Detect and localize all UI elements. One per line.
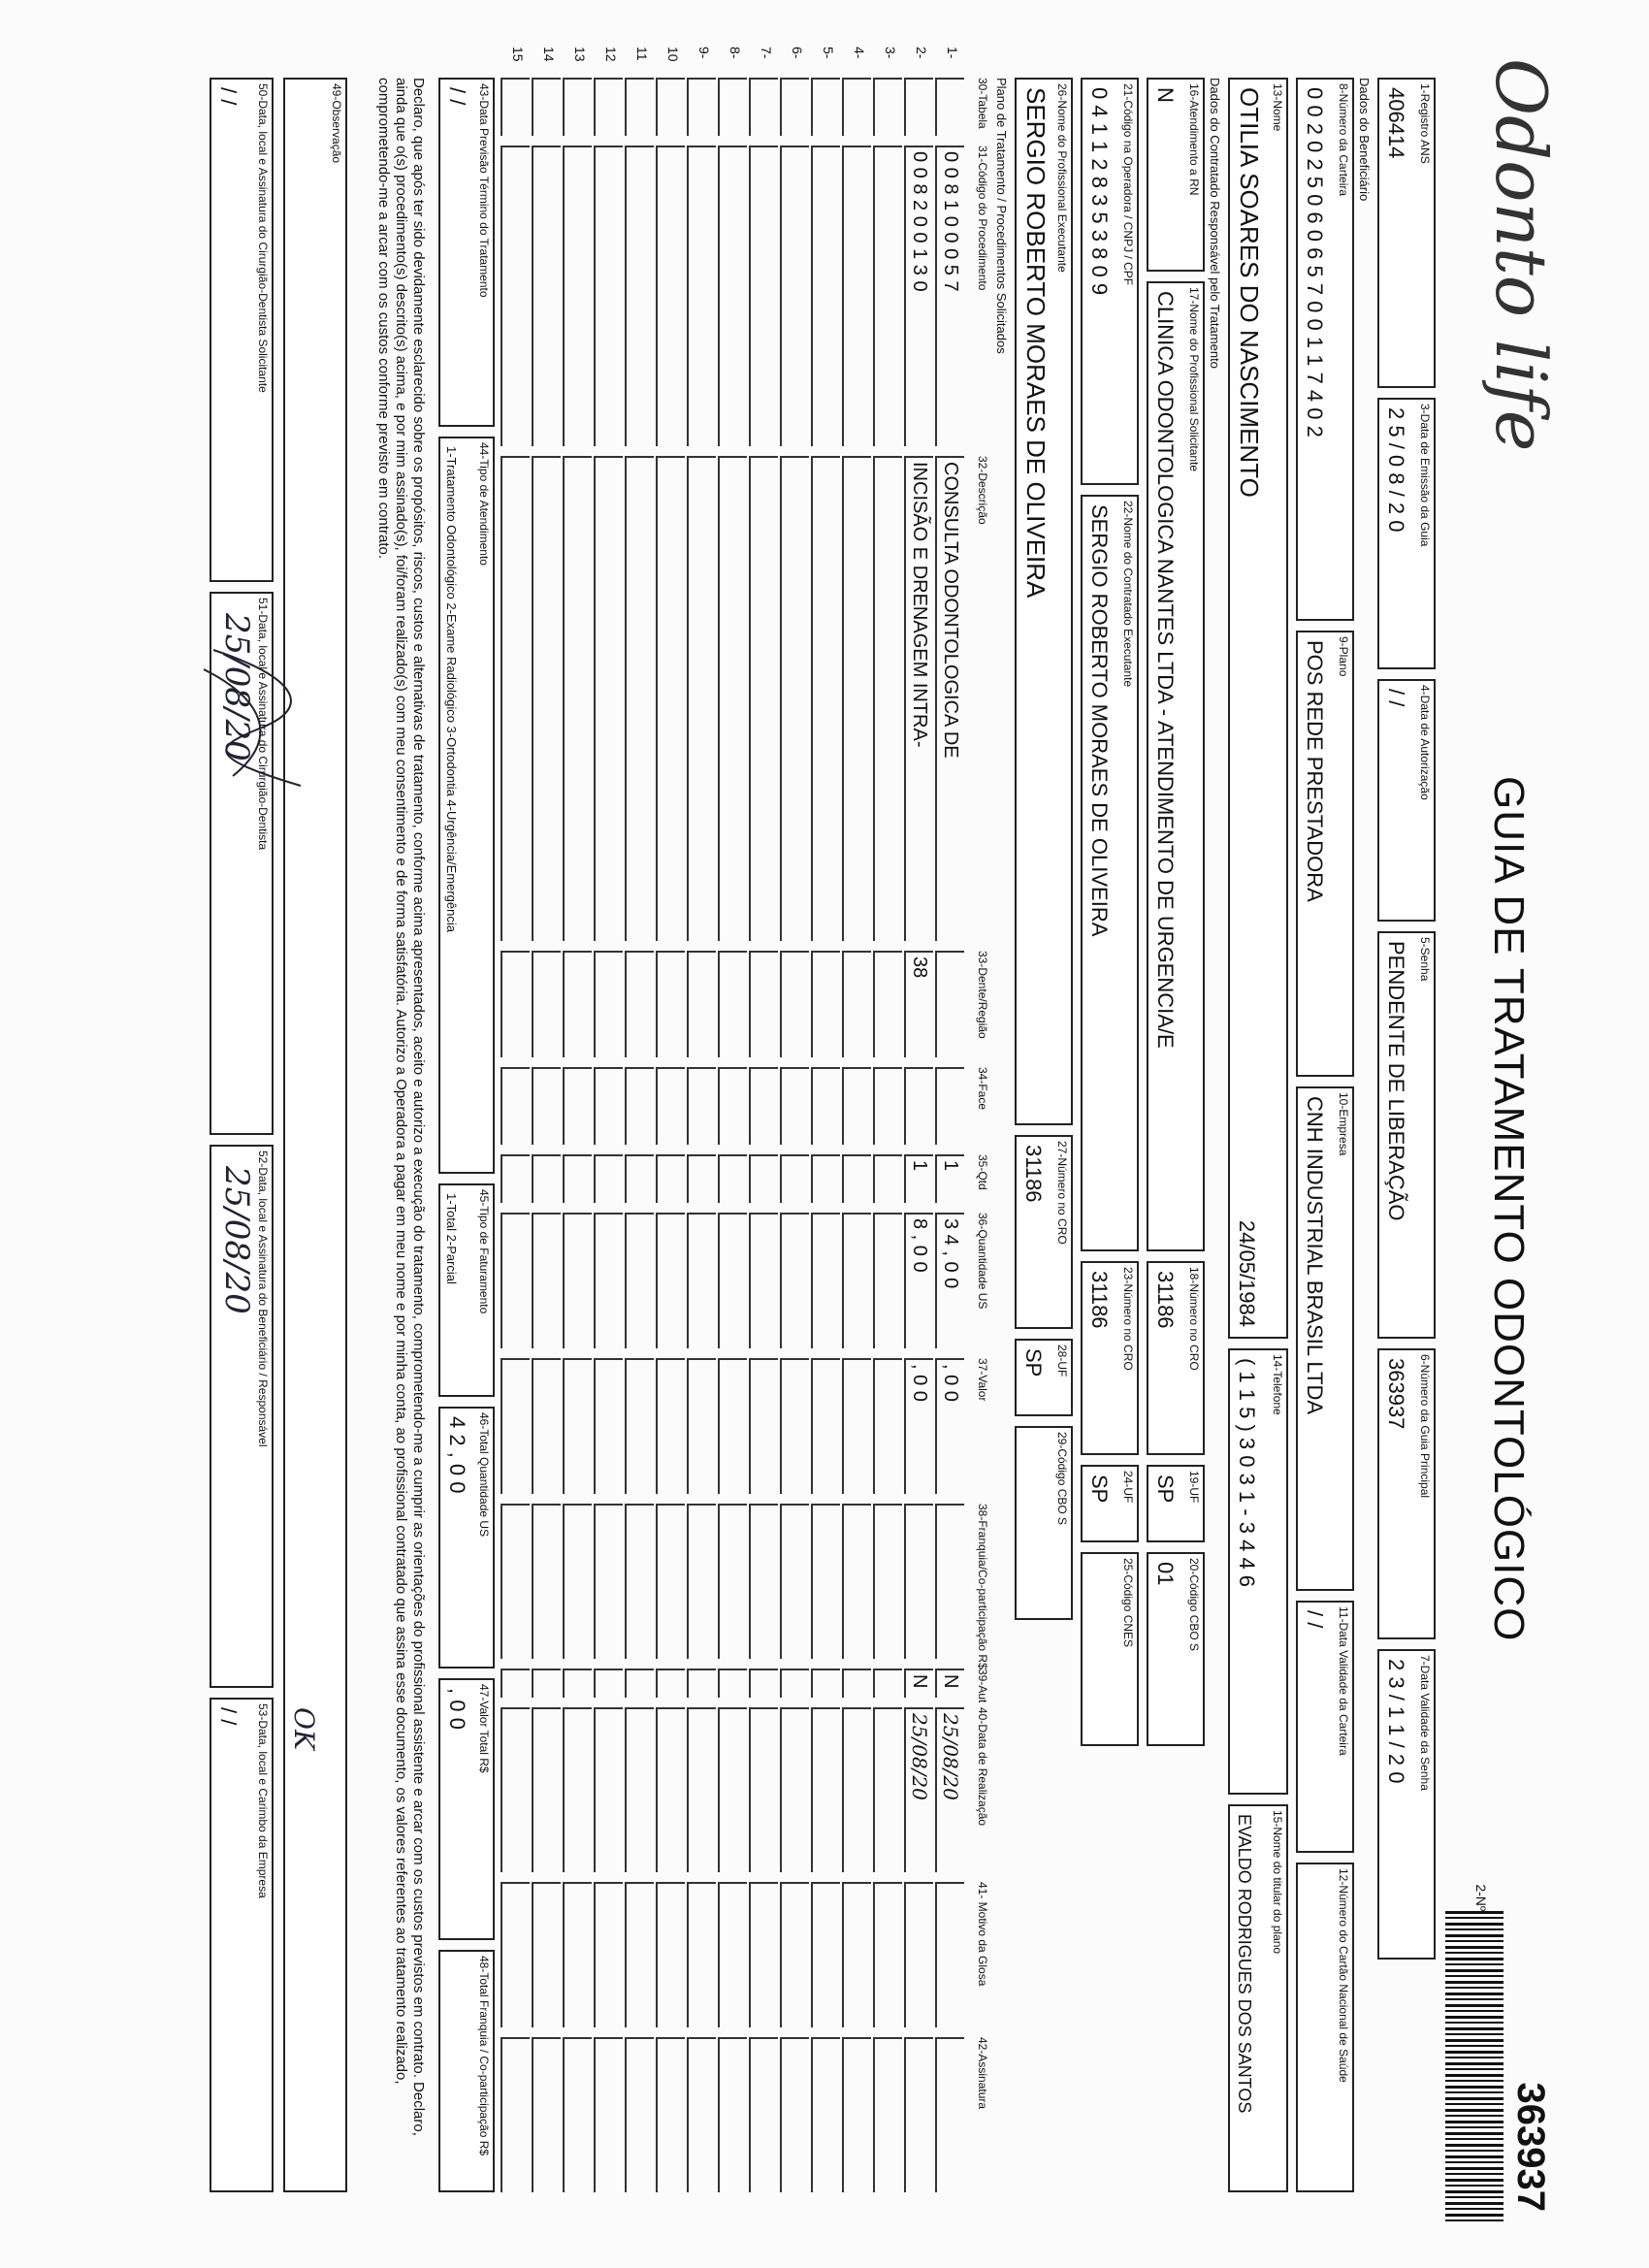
procedure-cell-descricao[interactable]	[873, 456, 902, 941]
procedure-cell-aut[interactable]	[501, 1669, 530, 1698]
procedure-cell-data[interactable]	[749, 1707, 778, 1872]
procedure-cell-franquia[interactable]	[811, 1504, 840, 1659]
procedure-cell-codigo[interactable]	[594, 146, 623, 446]
procedure-cell-qtd[interactable]	[811, 1154, 840, 1203]
procedure-cell-valor[interactable]	[780, 1358, 809, 1494]
empresa-field[interactable]: 10-Empresa CNH INDUSTRIAL BRASIL LTDA	[1296, 1086, 1354, 1591]
procedure-cell-valor[interactable]	[625, 1358, 654, 1494]
procedure-cell-descricao[interactable]	[749, 456, 778, 941]
valor-total-field[interactable]: 47-Valor Total R$ , 0 0	[438, 1678, 495, 1940]
signature-beneficiario[interactable]: 52-Data, local e Assinatura do Beneficiário / Responsável 25/08/20	[210, 1145, 274, 1688]
procedure-cell-franquia[interactable]	[842, 1504, 871, 1659]
procedure-column-header: 35-Qtd	[976, 1154, 989, 1190]
procedure-cell-glosa[interactable]	[780, 1882, 809, 2027]
procedure-cell-valor[interactable]	[501, 1358, 530, 1494]
procedure-cell-us[interactable]	[625, 1213, 654, 1348]
senha-field[interactable]: 5-Senha PENDENTE DE LIBERAÇÃO	[1377, 931, 1436, 1339]
procedure-cell-tabela[interactable]	[749, 78, 778, 136]
procedure-cell-qtd[interactable]	[501, 1154, 530, 1203]
procedure-cell-valor[interactable]	[718, 1358, 747, 1494]
procedures-header-row	[970, 39, 989, 2231]
procedure-cell-tabela[interactable]	[594, 78, 623, 136]
procedure-cell-data[interactable]	[873, 1707, 902, 1872]
procedure-cell-assinatura[interactable]	[811, 2037, 840, 2192]
procedure-column-header: 42-Assinatura	[976, 2037, 989, 2110]
procedure-cell-face[interactable]	[656, 1067, 685, 1145]
titular-field[interactable]: 15-Nome do titular do plano EVALDO RODRIGUES DOS SANTOS	[1228, 1804, 1288, 2192]
procedure-cell-franquia[interactable]	[625, 1504, 654, 1659]
procedure-cell-face[interactable]	[718, 1067, 747, 1145]
procedure-cell-qtd[interactable]	[563, 1154, 592, 1203]
procedure-cell-tabela[interactable]	[780, 78, 809, 136]
procedure-cell-glosa[interactable]	[563, 1882, 592, 2027]
procedure-column-header: 37-Valor	[976, 1358, 989, 1402]
procedure-cell-us[interactable]	[501, 1213, 530, 1348]
procedure-cell-codigo[interactable]	[780, 146, 809, 446]
uf-prof-field[interactable]: 28-UF SP	[1015, 1339, 1073, 1416]
procedure-cell-aut[interactable]: N	[904, 1669, 933, 1698]
procedure-cell-aut[interactable]	[749, 1669, 778, 1698]
procedure-cell-data[interactable]	[501, 1707, 530, 1872]
procedure-cell-us[interactable]	[594, 1213, 623, 1348]
procedure-cell-face[interactable]	[532, 1067, 561, 1145]
procedure-cell-face[interactable]	[501, 1067, 530, 1145]
procedure-cell-assinatura[interactable]	[718, 2037, 747, 2192]
procedure-cell-data[interactable]	[625, 1707, 654, 1872]
cro-prof-field[interactable]: 27-Número no CRO 31186	[1015, 1135, 1073, 1329]
procedure-cell-descricao[interactable]	[780, 456, 809, 941]
treatment-guide-form	[155, 39, 1571, 2231]
tipo-faturamento-field[interactable]: 45-Tipo de Faturamento 1-Total 2-Parcial	[438, 1183, 495, 1397]
telefone-field[interactable]: 14-Telefone ( 1 1 5 ) 3 0 3 1 - 3 4 4 6	[1228, 1348, 1288, 1795]
procedure-cell-dente[interactable]	[594, 951, 623, 1057]
procedure-cell-qtd[interactable]: 1	[935, 1154, 964, 1203]
procedure-cell-tabela[interactable]	[718, 78, 747, 136]
procedure-cell-tabela[interactable]	[687, 78, 716, 136]
procedure-cell-dente[interactable]	[718, 951, 747, 1057]
procedure-cell-us[interactable]	[718, 1213, 747, 1348]
procedure-cell-aut[interactable]	[563, 1669, 592, 1698]
procedure-cell-aut[interactable]	[780, 1669, 809, 1698]
procedure-cell-qtd[interactable]	[594, 1154, 623, 1203]
procedure-cell-glosa[interactable]	[687, 1882, 716, 2027]
procedure-cell-qtd[interactable]	[873, 1154, 902, 1203]
guia-principal-field[interactable]: 6-Número da Guia Principal 363937	[1377, 1348, 1436, 1639]
procedure-cell-assinatura[interactable]	[563, 2037, 592, 2192]
procedure-cell-valor[interactable]	[687, 1358, 716, 1494]
procedure-cell-assinatura[interactable]	[873, 2037, 902, 2192]
procedure-cell-aut[interactable]	[718, 1669, 747, 1698]
uf-executante-field[interactable]: 24-UF SP	[1081, 1465, 1139, 1542]
nome-field[interactable]: 13-Nome OTILIA SOARES DO NASCIMENTO 24/05/1984	[1228, 78, 1288, 1339]
plano-field[interactable]: 9-Plano POS REDE PRESTADORA	[1296, 631, 1354, 1077]
procedure-cell-dente[interactable]: 38	[904, 951, 933, 1057]
procedure-cell-valor[interactable]	[656, 1358, 685, 1494]
procedure-cell-us[interactable]	[532, 1213, 561, 1348]
procedure-cell-descricao[interactable]	[687, 456, 716, 941]
procedure-cell-valor[interactable]	[563, 1358, 592, 1494]
procedure-cell-dente[interactable]	[935, 951, 964, 1057]
declaration-text: Declaro, que após ter sido devidamente esclarecido sobre os propósitos, riscos, custos e alternativas de tratamento, conforme acima apresentados, aceito e autorizo a execução do tratamento, comprometendo-me a cumprir as orientações do profissional assistente e arcar com os custos previstos em contrato. Declaro, ainda que o(s) procedimento(s) descrito(s) acima, e por mim assinado(s), foi/foram realizado(s) com meu consentimento e de forma satisfatória. Autorizo a Operadora a pagar em meu nome e por minha conta, ao profissional contratado que assina esse documento, os valores referentes ao tratamento realizado, comprometendo-me a arcar com os custos conforme previsto em contrato.	[375, 78, 427, 2136]
procedure-cell-codigo[interactable]	[501, 146, 530, 446]
cartao-nacional-field[interactable]: 12-Número do Cartão Nacional de Saúde	[1296, 1863, 1354, 2192]
procedure-cell-qtd[interactable]	[718, 1154, 747, 1203]
profissional-executante-field[interactable]: 26-Nome do Profissional Executante SERGIO ROBERTO MORAES DE OLIVEIRA	[1015, 78, 1073, 1125]
procedure-cell-qtd[interactable]	[842, 1154, 871, 1203]
data-autorizacao-field[interactable]: 4-Data de Autorização / /	[1377, 679, 1436, 922]
procedure-cell-assinatura[interactable]	[780, 2037, 809, 2192]
procedure-cell-us[interactable]	[780, 1213, 809, 1348]
procedure-cell-codigo[interactable]	[563, 146, 592, 446]
procedure-cell-dente[interactable]	[687, 951, 716, 1057]
procedure-cell-us[interactable]	[563, 1213, 592, 1348]
procedure-cell-valor[interactable]	[594, 1358, 623, 1494]
procedure-cell-tabela[interactable]	[625, 78, 654, 136]
procedure-column-header: 31-Código do Procedimento	[976, 146, 989, 291]
procedure-cell-franquia[interactable]	[935, 1504, 964, 1659]
procedure-row-number: 7-	[759, 47, 774, 59]
procedure-cell-tabela[interactable]	[873, 78, 902, 136]
procedure-cell-us[interactable]: 3 4 , 0 0	[935, 1213, 964, 1348]
procedure-cell-qtd[interactable]	[656, 1154, 685, 1203]
procedure-cell-tabela[interactable]	[563, 78, 592, 136]
cnpj-field[interactable]: 21-Código na Operadora / CNPJ / CPF 0 4 1 1 2 8 3 5 3 8 0 9	[1081, 78, 1139, 485]
procedure-cell-assinatura[interactable]	[625, 2037, 654, 2192]
procedure-cell-qtd[interactable]	[749, 1154, 778, 1203]
procedure-row-number: 14	[541, 47, 557, 62]
procedure-cell-valor[interactable]: , 0 0	[935, 1358, 964, 1494]
procedure-cell-data[interactable]	[563, 1707, 592, 1872]
procedure-cell-dente[interactable]	[780, 951, 809, 1057]
procedure-cell-assinatura[interactable]	[935, 2037, 964, 2192]
procedure-cell-aut[interactable]	[687, 1669, 716, 1698]
procedure-cell-data[interactable]	[780, 1707, 809, 1872]
signature-cirurgiao[interactable]: 51-Data, local e Assinatura do Cirurgião-Dentista 25/08/20	[210, 592, 274, 1135]
procedure-column-header: 30-Tabela	[976, 78, 989, 129]
total-franquia-field[interactable]: 48-Total Franquia / Co-participação R$	[438, 1950, 495, 2192]
observacao-field[interactable]: 49-Observação	[283, 78, 347, 2192]
procedure-cell-glosa[interactable]	[718, 1882, 747, 2027]
procedure-cell-descricao[interactable]	[501, 456, 530, 941]
procedure-cell-data[interactable]	[718, 1707, 747, 1872]
procedure-cell-franquia[interactable]	[532, 1504, 561, 1659]
odonto-life-logo: Odonto life	[1480, 58, 1562, 452]
procedure-cell-face[interactable]	[594, 1067, 623, 1145]
beneficiary-section-label: Dados do Beneficiário	[1357, 78, 1372, 202]
procedure-row-number: 15	[510, 47, 526, 62]
contractor-section-label: Dados do Contratado Responsável pelo Tratamento	[1208, 78, 1222, 369]
procedure-cell-aut[interactable]: N	[935, 1669, 964, 1698]
procedure-column-header: 41- Motivo da Glosa	[976, 1882, 989, 1987]
procedure-cell-codigo[interactable]: 0 0 8 2 0 0 1 3 0	[904, 146, 933, 446]
procedure-cell-assinatura[interactable]	[501, 2037, 530, 2192]
procedure-row-number: 13	[572, 47, 588, 62]
procedure-cell-assinatura[interactable]	[687, 2037, 716, 2192]
procedure-cell-aut[interactable]	[656, 1669, 685, 1698]
cro-solicitante-field[interactable]: 18-Número no CRO 31186	[1147, 1261, 1205, 1455]
procedure-cell-codigo[interactable]	[656, 146, 685, 446]
cro-executante-field[interactable]: 23-Número no CRO 31186	[1081, 1261, 1139, 1455]
handwritten-ok: OK	[288, 1707, 320, 1750]
tipo-atendimento-field[interactable]: 44-Tipo de Atendimento 1-Tratamento Odontológico 2-Exame Radiológico 3-Ortodontia 4-Urgência/Emergência	[438, 437, 495, 1174]
procedure-cell-aut[interactable]	[811, 1669, 840, 1698]
barcode-icon	[1445, 1911, 1504, 2221]
procedure-cell-descricao[interactable]	[842, 456, 871, 941]
procedure-cell-franquia[interactable]	[873, 1504, 902, 1659]
procedure-cell-face[interactable]	[749, 1067, 778, 1145]
signature-empresa[interactable]: 53-Data, local e Carimbo da Empresa / /	[210, 1698, 274, 2192]
procedure-cell-descricao[interactable]: INCISÃO E DRENAGEM INTRA-	[904, 456, 933, 941]
procedure-cell-dente[interactable]	[749, 951, 778, 1057]
atendimento-rn-field[interactable]: 16-Atendimento a RN N	[1147, 78, 1205, 272]
procedure-cell-descricao[interactable]	[625, 456, 654, 941]
carteira-field[interactable]: 8-Número da Carteira 0 0 2 0 2 5 0 6 0 6 5 7 0 0 1 1 7 4 0 2	[1296, 78, 1354, 621]
procedure-cell-franquia[interactable]	[780, 1504, 809, 1659]
procedure-cell-franquia[interactable]	[718, 1504, 747, 1659]
procedure-cell-data[interactable]	[687, 1707, 716, 1872]
procedure-row-number: 11	[634, 47, 650, 61]
procedure-cell-descricao[interactable]	[718, 456, 747, 941]
procedure-cell-codigo[interactable]	[532, 146, 561, 446]
procedure-row-number: 12	[603, 47, 619, 62]
validade-carteira-field[interactable]: 11-Data Validade da Carteira / /	[1296, 1601, 1354, 1853]
procedure-cell-qtd[interactable]	[532, 1154, 561, 1203]
procedure-cell-descricao[interactable]	[811, 456, 840, 941]
procedure-cell-data[interactable]: 25/08/20	[935, 1707, 964, 1872]
procedure-cell-codigo[interactable]: 0 0 8 1 0 0 0 5 7	[935, 146, 964, 446]
data-emissao-field[interactable]: 3-Data de Emissão da Guia 2 5 / 0 8 / 2 0	[1377, 398, 1436, 669]
procedure-cell-codigo[interactable]	[687, 146, 716, 446]
procedure-cell-aut[interactable]	[532, 1669, 561, 1698]
procedure-cell-qtd[interactable]: 1	[904, 1154, 933, 1203]
procedure-cell-qtd[interactable]	[625, 1154, 654, 1203]
procedure-cell-dente[interactable]	[656, 951, 685, 1057]
procedure-cell-franquia[interactable]	[656, 1504, 685, 1659]
procedure-cell-face[interactable]	[904, 1067, 933, 1145]
procedure-row-number: 8-	[728, 47, 743, 59]
procedure-row-number: 9-	[696, 47, 712, 59]
procedure-row-number: 1-	[945, 47, 960, 59]
form-title: GUIA DE TRATAMENTO ODONTOLÓGICO	[1485, 776, 1533, 1642]
procedure-cell-valor[interactable]: , 0 0	[904, 1358, 933, 1494]
procedure-cell-glosa[interactable]	[532, 1882, 561, 2027]
procedure-cell-assinatura[interactable]	[594, 2037, 623, 2192]
validade-senha-field[interactable]: 7-Data Validade da Senha 2 3 / 1 1 / 2 0	[1377, 1649, 1436, 1960]
form-header	[1455, 39, 1571, 2231]
procedure-column-header: 39-Aut	[976, 1669, 989, 1703]
procedure-cell-franquia[interactable]	[501, 1504, 530, 1659]
procedure-cell-us[interactable]	[656, 1213, 685, 1348]
procedure-cell-franquia[interactable]	[904, 1504, 933, 1659]
procedure-cell-assinatura[interactable]	[904, 2037, 933, 2192]
procedure-cell-glosa[interactable]	[749, 1882, 778, 2027]
procedure-cell-franquia[interactable]	[563, 1504, 592, 1659]
procedure-cell-dente[interactable]	[842, 951, 871, 1057]
total-us-field[interactable]: 46-Total Quantidade US 4 2 , 0 0	[438, 1407, 495, 1669]
handwritten-date-cirurgiao: 25/08/20	[217, 613, 256, 761]
procedure-cell-descricao[interactable]	[563, 456, 592, 941]
procedure-cell-glosa[interactable]	[873, 1882, 902, 2027]
procedure-row	[497, 39, 534, 2231]
procedure-cell-assinatura[interactable]	[749, 2037, 778, 2192]
procedure-cell-assinatura[interactable]	[532, 2037, 561, 2192]
procedure-cell-qtd[interactable]	[780, 1154, 809, 1203]
procedure-cell-valor[interactable]	[749, 1358, 778, 1494]
procedure-cell-face[interactable]	[842, 1067, 871, 1145]
procedure-cell-codigo[interactable]	[811, 146, 840, 446]
procedure-cell-face[interactable]	[563, 1067, 592, 1145]
procedure-cell-glosa[interactable]	[501, 1882, 530, 2027]
procedure-cell-data[interactable]	[656, 1707, 685, 1872]
procedure-column-header: 40-Data de Realização	[976, 1707, 989, 1827]
procedure-cell-descricao[interactable]	[594, 456, 623, 941]
profissional-solicitante-field[interactable]: 17-Nome do Profissional Solicitante CLINICA ODONTOLOGICA NANTES LTDA - ATENDIMENTO DE URGENCIA/E	[1147, 281, 1205, 1251]
procedure-cell-aut[interactable]	[594, 1669, 623, 1698]
procedure-cell-us[interactable]	[811, 1213, 840, 1348]
procedure-cell-data[interactable]	[594, 1707, 623, 1872]
procedure-row-number: 10	[665, 47, 681, 62]
procedure-cell-face[interactable]	[625, 1067, 654, 1145]
procedure-cell-tabela[interactable]	[811, 78, 840, 136]
procedure-cell-descricao[interactable]	[656, 456, 685, 941]
procedure-cell-data[interactable]	[811, 1707, 840, 1872]
procedure-cell-us[interactable]	[873, 1213, 902, 1348]
procedure-cell-descricao[interactable]	[532, 456, 561, 941]
procedure-cell-aut[interactable]	[873, 1669, 902, 1698]
procedure-column-header: 32-Descrição	[976, 456, 989, 525]
procedure-cell-glosa[interactable]	[656, 1882, 685, 2027]
procedure-cell-codigo[interactable]	[718, 146, 747, 446]
procedure-cell-valor[interactable]	[811, 1358, 840, 1494]
procedure-cell-us[interactable]	[749, 1213, 778, 1348]
procedure-cell-tabela[interactable]	[501, 78, 530, 136]
procedure-cell-valor[interactable]	[842, 1358, 871, 1494]
procedure-cell-glosa[interactable]	[625, 1882, 654, 2027]
procedure-cell-dente[interactable]	[873, 951, 902, 1057]
procedure-cell-glosa[interactable]	[842, 1882, 871, 2027]
procedure-cell-assinatura[interactable]	[842, 2037, 871, 2192]
procedure-cell-glosa[interactable]	[811, 1882, 840, 2027]
procedure-cell-tabela[interactable]	[904, 78, 933, 136]
procedure-cell-data[interactable]	[842, 1707, 871, 1872]
procedure-cell-franquia[interactable]	[687, 1504, 716, 1659]
cbo-solicitante-field[interactable]: 20-Código CBO S 01	[1147, 1552, 1205, 1746]
procedure-cell-qtd[interactable]	[687, 1154, 716, 1203]
procedure-cell-glosa[interactable]	[594, 1882, 623, 2027]
procedure-cell-franquia[interactable]	[749, 1504, 778, 1659]
registro-ans-field[interactable]: 1-Registro ANS 406414	[1377, 78, 1436, 388]
handwritten-date-beneficiario: 25/08/20	[217, 1166, 256, 1314]
procedure-cell-dente[interactable]	[811, 951, 840, 1057]
signature-solicitante[interactable]: 50-Data, local e Assinatura do Cirurgião-Dentista Solicitante / /	[210, 78, 274, 582]
procedure-cell-valor[interactable]	[532, 1358, 561, 1494]
procedure-cell-us[interactable]	[842, 1213, 871, 1348]
procedure-cell-face[interactable]	[873, 1067, 902, 1145]
procedure-cell-codigo[interactable]	[749, 146, 778, 446]
procedure-row-number: 6-	[790, 47, 805, 59]
procedure-cell-dente[interactable]	[625, 951, 654, 1057]
procedure-cell-glosa[interactable]	[904, 1882, 933, 2027]
procedure-cell-tabela[interactable]	[842, 78, 871, 136]
procedure-cell-codigo[interactable]	[625, 146, 654, 446]
procedure-cell-face[interactable]	[935, 1067, 964, 1145]
cbo-prof-field[interactable]: 29-Código CBO S	[1015, 1426, 1073, 1620]
procedure-row-number: 4-	[852, 47, 867, 59]
dentist-signature-icon	[194, 640, 320, 795]
procedure-cell-glosa[interactable]	[935, 1882, 964, 2027]
procedure-cell-data[interactable]	[532, 1707, 561, 1872]
previsao-termino-field[interactable]: 43-Data Previsão Término do Tratamento / /	[438, 78, 495, 427]
procedure-cell-descricao[interactable]: CONSULTA ODONTOLOGICA DE	[935, 456, 964, 941]
procedure-column-header: 36-Quantidade US	[976, 1213, 989, 1310]
procedures-section-label: Plano de Tratamento / Procedimentos Solicitados	[994, 78, 1009, 354]
procedure-cell-codigo[interactable]	[873, 146, 902, 446]
procedure-cell-face[interactable]	[687, 1067, 716, 1145]
cnes-field[interactable]: 25-Código CNES	[1081, 1552, 1139, 1746]
procedure-cell-tabela[interactable]	[532, 78, 561, 136]
procedure-cell-assinatura[interactable]	[656, 2037, 685, 2192]
procedure-cell-tabela[interactable]	[656, 78, 685, 136]
procedure-cell-face[interactable]	[811, 1067, 840, 1145]
procedure-row-number: 2-	[914, 47, 929, 59]
procedure-cell-dente[interactable]	[532, 951, 561, 1057]
procedure-cell-aut[interactable]	[842, 1669, 871, 1698]
procedure-cell-franquia[interactable]	[594, 1504, 623, 1659]
guide-number: 363937	[1509, 2082, 1552, 2212]
procedure-column-header: 33-Dente/Região	[976, 951, 989, 1039]
procedure-cell-valor[interactable]	[873, 1358, 902, 1494]
procedure-row-number: 3-	[883, 47, 898, 59]
procedure-cell-us[interactable]: 8 , 0 0	[904, 1213, 933, 1348]
uf-solicitante-field[interactable]: 19-UF SP	[1147, 1465, 1205, 1542]
procedure-column-header: 34-Face	[976, 1067, 989, 1111]
procedure-cell-dente[interactable]	[563, 951, 592, 1057]
procedure-row-number: 5-	[821, 47, 836, 59]
contratado-executante-field[interactable]: 22-Nome do Contratado Executante SERGIO ROBERTO MORAES DE OLIVEIRA	[1081, 495, 1139, 1251]
procedure-cell-aut[interactable]	[625, 1669, 654, 1698]
procedure-cell-face[interactable]	[780, 1067, 809, 1145]
birth-date: 24/05/1984	[1235, 1219, 1259, 1327]
procedure-cell-codigo[interactable]	[842, 146, 871, 446]
procedure-cell-tabela[interactable]	[935, 78, 964, 136]
copy-label: 2-Nº	[1473, 1884, 1489, 1911]
procedure-cell-us[interactable]	[687, 1213, 716, 1348]
procedure-column-header: 38-Franquia/Co-participação R$	[976, 1504, 989, 1669]
procedure-cell-dente[interactable]	[501, 951, 530, 1057]
procedure-cell-data[interactable]: 25/08/20	[904, 1707, 933, 1872]
